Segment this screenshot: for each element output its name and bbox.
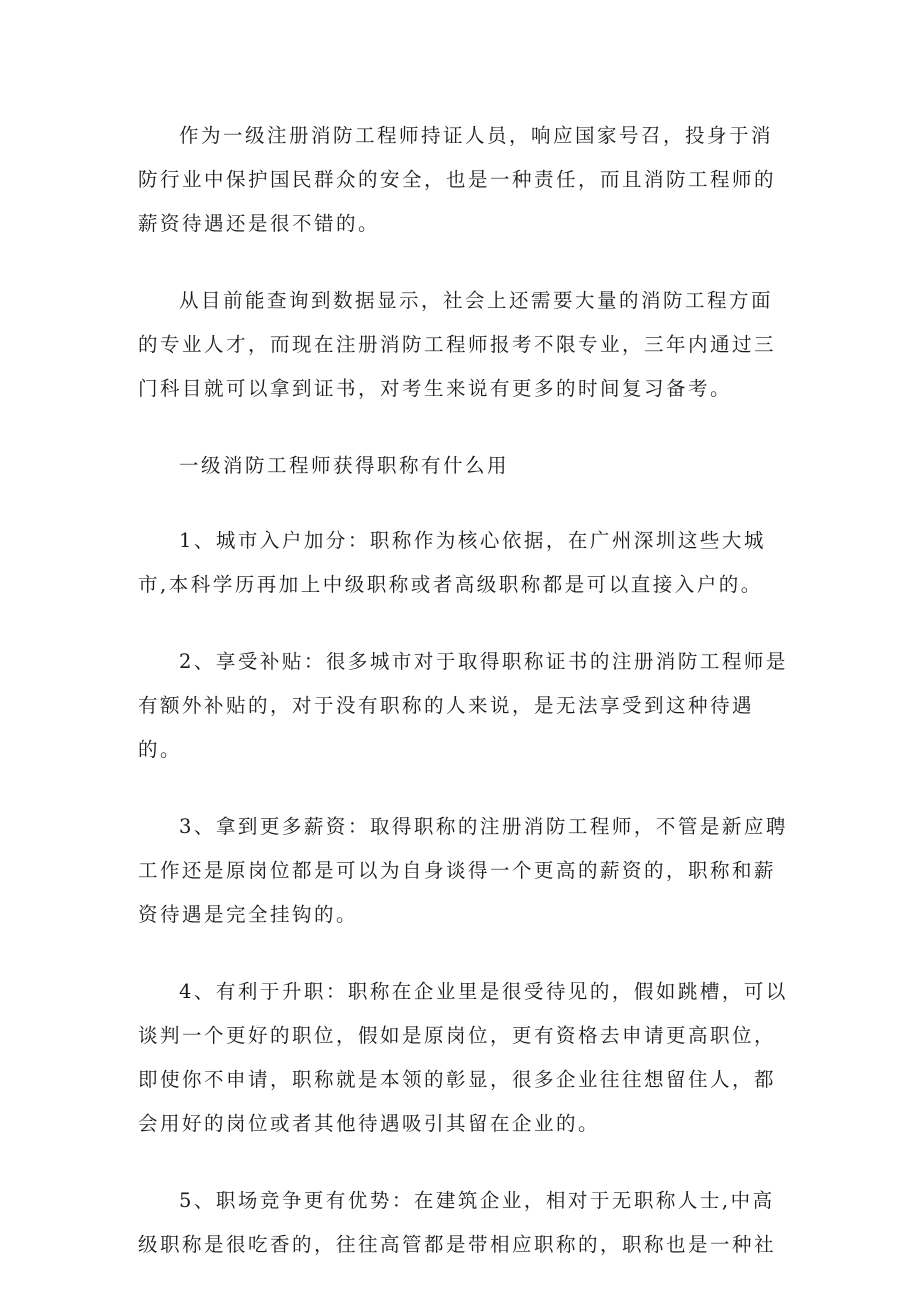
list-item-5: 5、职场竞争更有优势：在建筑企业，相对于无职称人士,中高级职称是很吃香的，往往高管都是带相应职称的，职称也是一种社 [138, 1189, 777, 1256]
paragraph-intro: 作为一级注册消防工程师持证人员，响应国家号召，投身于消防行业中保护国民群众的安全，也是一种责任，而且消防工程师的薪资待遇还是很不错的。 [138, 124, 777, 235]
section-heading: 一级消防工程师获得职称有什么用 [179, 454, 510, 477]
paragraph-demand: 从目前能查询到数据显示，社会上还需要大量的消防工程方面的专业人才，而现在注册消防工程师报考不限专业，三年内通过三门科目就可以拿到证书，对考生来说有更多的时间复习备考。 [138, 289, 777, 400]
list-item-2: 2、享受补贴：很多城市对于取得职称证书的注册消防工程师是有额外补贴的，对于没有职称的人来说，是无法享受到这种待遇的。 [138, 650, 788, 761]
list-item-1: 1、城市入户加分：职称作为核心依据，在广州深圳这些大城市,本科学历再加上中级职称或者高级职称都是可以直接入户的。 [138, 529, 766, 596]
document-body [138, 114, 788, 1300]
list-item-4: 4、有利于升职：职称在企业里是很受待见的，假如跳槽，可以谈判一个更好的职位，假如是原岗位，更有资格去申请更高职位，即使你不申请，职称就是本领的彰显，很多企业往往想留住人，都会用好的岗位或者其他待遇吸引其留在企业的。 [138, 980, 788, 1135]
list-item-3: 3、拿到更多薪资：取得职称的注册消防工程师，不管是新应聘工作还是原岗位都是可以为自身谈得一个更高的薪资的，职称和薪资待遇是完全挂钩的。 [138, 815, 788, 926]
